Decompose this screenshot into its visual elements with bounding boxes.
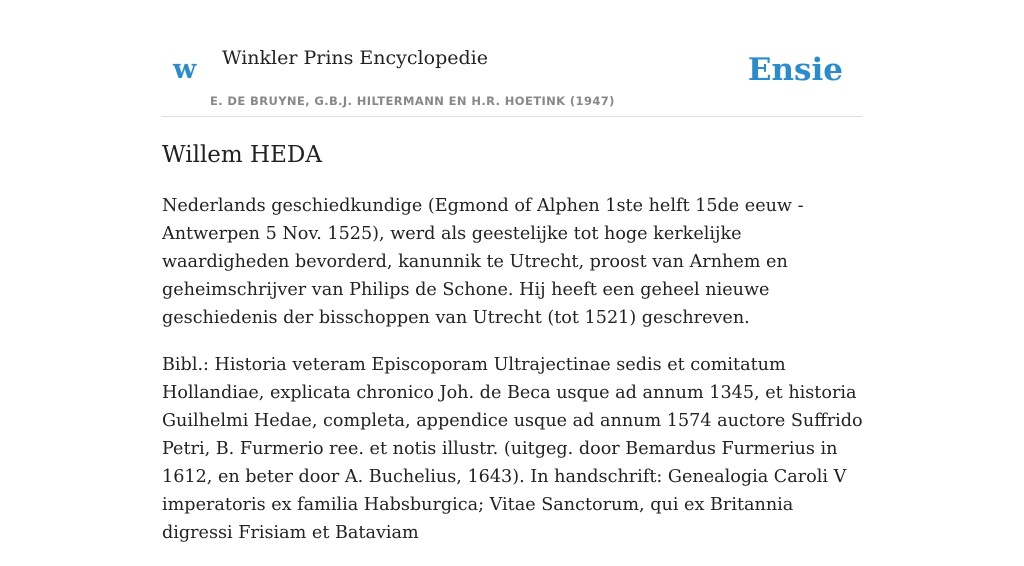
source-authors: E. DE BRUYNE, G.B.J. HILTERMANN EN H.R. HOETINK (1947) — [210, 94, 615, 108]
source-title-link[interactable]: Winkler Prins Encyclopedie — [222, 47, 488, 69]
article-title: Willem HEDA — [162, 142, 322, 168]
source-logo-icon[interactable]: w — [173, 54, 197, 85]
article-paragraph-bibliography: Bibl.: Historia veteram Episcoporam Ultrajectinae sedis et comitatum Hollandiae, explicata chronico Joh. de Beca usque ad annum 1345, et historia Guilhelmi Hedae, completa, appendice usque ad annum 1574 auctore Suffrido Petri, B. Furmerio ree. et notis illustr. (uitgeg. door Bemardus Furmerius in 1612, en beter door A. Buchelius, 1643). In handschrift: Genealogia Caroli V imperatoris ex familia Habsburgica; Vitae Sanctorum, qui ex Britannia digressi Frisiam et Bataviam — [162, 355, 863, 543]
page — [162, 0, 863, 543]
source-header — [162, 0, 862, 117]
ensie-logo-link[interactable]: Ensie — [747, 52, 843, 88]
article-body — [162, 192, 864, 566]
article-paragraph: Nederlands geschiedkundige (Egmond of Alphen 1ste helft 15de eeuw - Antwerpen 5 Nov. 1525), werd als geestelijke tot hoge kerkelijke waardigheden bevorderd, kanunnik te Utrecht, proost van Arnhem en geheimschrijver van Philips de Schone. Hij heeft een geheel nieuwe geschiedenis der bisschoppen van Utrecht (tot 1521) geschreven. — [162, 196, 804, 328]
